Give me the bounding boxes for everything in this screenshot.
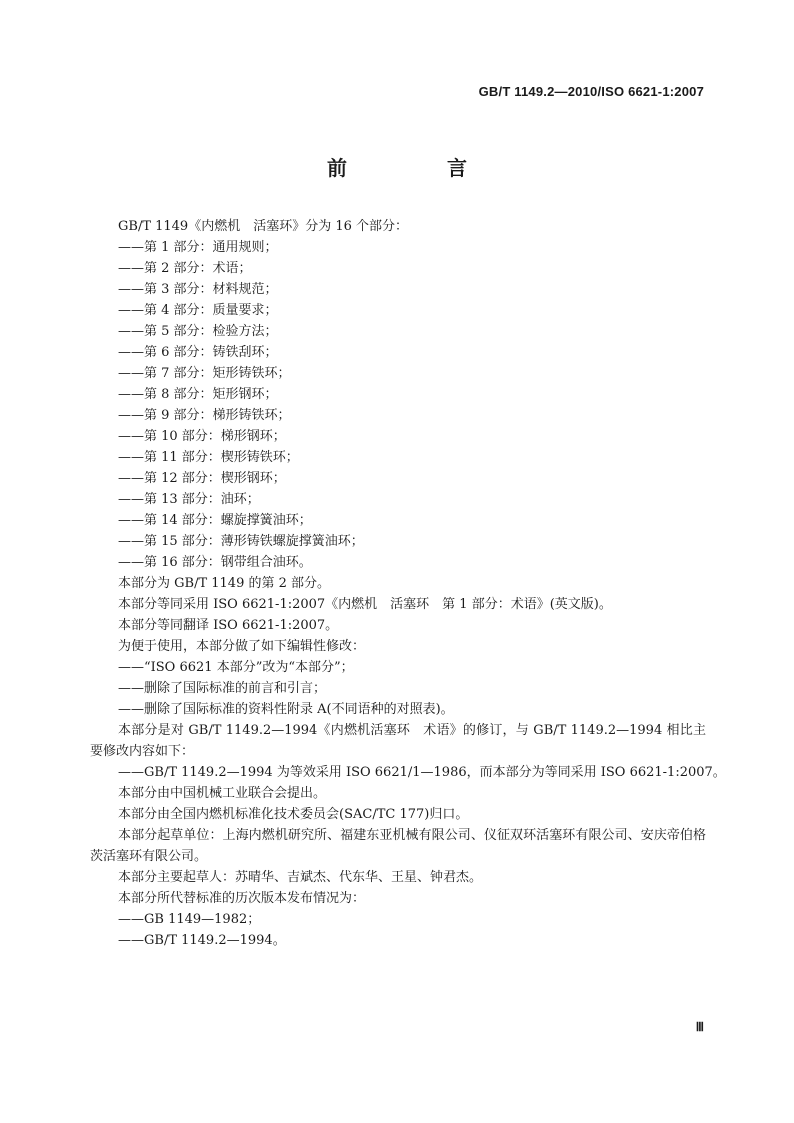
- paragraph: GB/T 1149《内燃机 活塞环》分为 16 个部分：: [118, 219, 409, 234]
- list-item: ——第 2 部分：术语；: [118, 261, 252, 276]
- list-item: ——第 4 部分：质量要求；: [118, 303, 278, 318]
- paragraph: 本部分由中国机械工业联合会提出。: [118, 786, 327, 801]
- list-item: ——第 13 部分：油环；: [118, 492, 260, 507]
- list-item: ——第 11 部分：楔形铸铁环；: [118, 450, 299, 465]
- list-item: ——第 12 部分：楔形钢环；: [118, 471, 286, 486]
- list-item: ——第 15 部分：薄形铸铁螺旋撑簧油环；: [118, 534, 364, 549]
- list-item: ——第 3 部分：材料规范；: [118, 282, 278, 297]
- paragraph: 本部分等同翻译 ISO 6621-1:2007。: [118, 618, 339, 633]
- page-number: Ⅲ: [695, 1020, 704, 1034]
- paragraph: 本部分等同采用 ISO 6621-1:2007《内燃机 活塞环 第 1 部分：术语》(英文版)。: [118, 597, 612, 612]
- list-item: ——删除了国际标准的资料性附录 A(不同语种的对照表)。: [118, 702, 454, 717]
- list-item: ——GB 1149—1982；: [118, 912, 261, 927]
- list-item: ——“ISO 6621 本部分”改为“本部分”；: [118, 660, 354, 675]
- list-item: ——第 9 部分：梯形铸铁环；: [118, 408, 291, 423]
- page-title: 前 言: [327, 156, 507, 180]
- standard-code-header: GB/T 1149.2—2010/ISO 6621-1:2007: [478, 84, 704, 99]
- list-item: ——第 1 部分：通用规则；: [118, 240, 278, 255]
- paragraph: 本部分由全国内燃机标准化技术委员会(SAC/TC 177)归口。: [118, 807, 469, 822]
- list-item: ——删除了国际标准的前言和引言；: [118, 681, 327, 696]
- paragraph: 本部分是对 GB/T 1149.2—1994《内燃机活塞环 术语》的修订，与 GB/T 1149.2—1994 相比主要修改内容如下：: [90, 723, 706, 759]
- list-item: ——第 6 部分：铸铁刮环；: [118, 345, 278, 360]
- list-item: ——第 5 部分：检验方法；: [118, 324, 278, 339]
- paragraph: 本部分起草单位：上海内燃机研究所、福建东亚机械有限公司、仪征双环活塞环有限公司、安庆帝伯格茨活塞环有限公司。: [90, 828, 706, 864]
- list-item: ——第 7 部分：矩形铸铁环；: [118, 366, 291, 381]
- foreword-body: [90, 216, 726, 951]
- list-item: ——GB/T 1149.2—1994。: [118, 933, 286, 948]
- list-item: ——第 8 部分：矩形钢环；: [118, 387, 278, 402]
- list-item: ——第 10 部分：梯形钢环；: [118, 429, 286, 444]
- list-item: ——第 14 部分：螺旋撑簧油环；: [118, 513, 312, 528]
- paragraph: 本部分主要起草人：苏晴华、吉斌杰、代东华、王星、钟君杰。: [118, 870, 483, 885]
- paragraph: 本部分为 GB/T 1149 的第 2 部分。: [118, 576, 331, 591]
- paragraph: 本部分所代替标准的历次版本发布情况为：: [118, 891, 366, 906]
- list-item: ——第 16 部分：钢带组合油环。: [118, 555, 312, 570]
- paragraph: 为便于使用，本部分做了如下编辑性修改：: [118, 639, 366, 654]
- list-item: ——GB/T 1149.2—1994 为等效采用 ISO 6621/1—1986，而本部分为等同采用 ISO 6621-1:2007。: [118, 765, 726, 780]
